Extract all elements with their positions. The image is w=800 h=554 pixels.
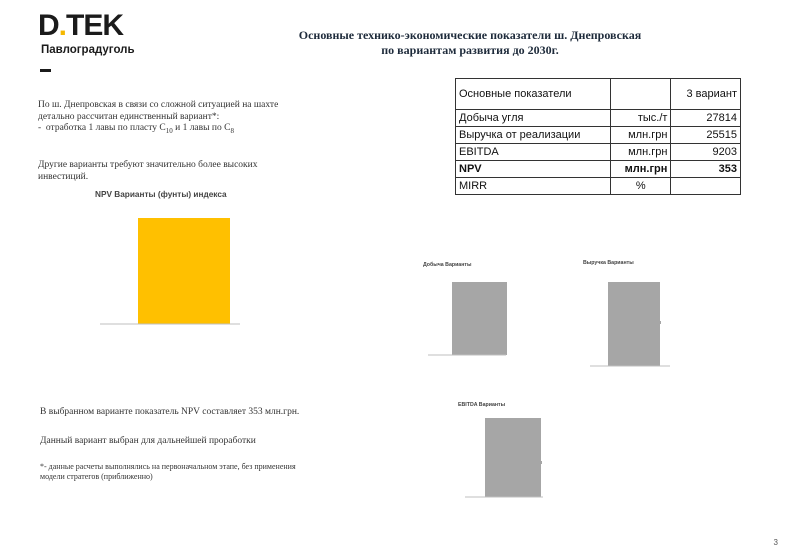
chart-title: EBITDA Варианты xyxy=(458,402,506,408)
page-title-line2: по вариантам развития до 2030г. xyxy=(381,43,559,57)
table-cell-unit: млн.грн xyxy=(611,127,671,144)
table-cell-value: 9203 xyxy=(671,144,741,161)
ebitda-chart xyxy=(455,400,555,500)
intro-bullet xyxy=(38,123,368,137)
chart-bar xyxy=(485,418,541,497)
logo-underline xyxy=(40,69,51,72)
table-row xyxy=(456,178,741,195)
paragraph-line: инвестиций. xyxy=(38,171,89,182)
npv-statement: В выбранном варианте показатель NPV составляет 353 млн.грн. xyxy=(40,407,300,417)
table-cell-unit: млн.грн xyxy=(611,144,671,161)
table-cell-name: EBITDA xyxy=(456,144,611,161)
selection-statement: Данный вариант выбран для дальнейшей проработки xyxy=(40,436,256,446)
company-logo xyxy=(38,10,123,42)
bullet-subscript: 10 xyxy=(165,126,173,135)
table-header-row xyxy=(456,79,741,110)
intro-paragraph xyxy=(38,100,368,137)
revenue-chart xyxy=(580,258,680,368)
table-cell-name: NPV xyxy=(456,161,611,178)
production-chart xyxy=(420,260,520,360)
chart-title: Добыча Варианты xyxy=(423,262,472,268)
footnote-line: *- данные расчеты выполнялись на первоначальном этапе, без применения xyxy=(40,462,296,471)
npv-chart xyxy=(90,190,250,330)
table-cell-unit: % xyxy=(611,178,671,195)
legend-marker xyxy=(539,461,542,464)
legend-marker xyxy=(222,290,228,296)
page-number: 3 xyxy=(773,538,778,547)
paragraph-line: Другие варианты требуют значительно более высоких xyxy=(38,160,258,170)
chart-title: Выручка Варианты xyxy=(583,260,634,266)
intro-line: детально рассчитан единственный вариант*: xyxy=(38,111,220,122)
table-cell-name: MIRR xyxy=(456,178,611,195)
table-cell-value: 25515 xyxy=(671,127,741,144)
logo-letter: D xyxy=(38,9,59,42)
legend-marker xyxy=(502,320,505,323)
logo-letters: TEK xyxy=(66,9,124,42)
table-cell-value xyxy=(671,178,741,195)
bullet-text: отработка 1 лавы по пласту С xyxy=(45,123,166,133)
table-cell-unit: тыс./т xyxy=(611,110,671,127)
table-header-indicator: Основные показатели xyxy=(456,79,611,110)
table-row xyxy=(456,110,741,127)
other-variants-paragraph xyxy=(38,160,368,183)
table-cell-unit: млн.грн xyxy=(611,161,671,178)
page-title xyxy=(200,28,740,58)
table-row xyxy=(456,161,741,178)
table-cell-name: Добыча угля xyxy=(456,110,611,127)
table-row xyxy=(456,127,741,144)
chart-bar xyxy=(452,282,507,355)
table-header-variant: 3 вариант xyxy=(671,79,741,110)
footnote-line: модели стратегов (приближенно) xyxy=(40,472,153,481)
intro-line: По ш. Днепровская в связи со сложной ситуацией на шахте xyxy=(38,100,279,110)
kpi-table xyxy=(455,78,741,195)
table-cell-name: Выручка от реализации xyxy=(456,127,611,144)
table-header-unit xyxy=(611,79,671,110)
chart-title: NPV Варианты (фунты) индекса xyxy=(95,190,227,199)
table-cell-value: 353 xyxy=(671,161,741,178)
bullet-dash: - xyxy=(38,123,42,133)
logo-subtitle: Павлоградуголь xyxy=(41,44,135,56)
table-row xyxy=(456,144,741,161)
table-cell-value: 27814 xyxy=(671,110,741,127)
bullet-subscript: 8 xyxy=(230,126,234,135)
logo-dot: . xyxy=(58,9,67,42)
bullet-text: и 1 лавы по С xyxy=(172,123,231,133)
page-title-line1: Основные технико-экономические показатели ш. Днепровская xyxy=(298,28,642,42)
footnote xyxy=(40,462,385,482)
chart-bar xyxy=(608,282,660,366)
legend-marker xyxy=(658,321,661,324)
chart-bar xyxy=(138,218,230,324)
